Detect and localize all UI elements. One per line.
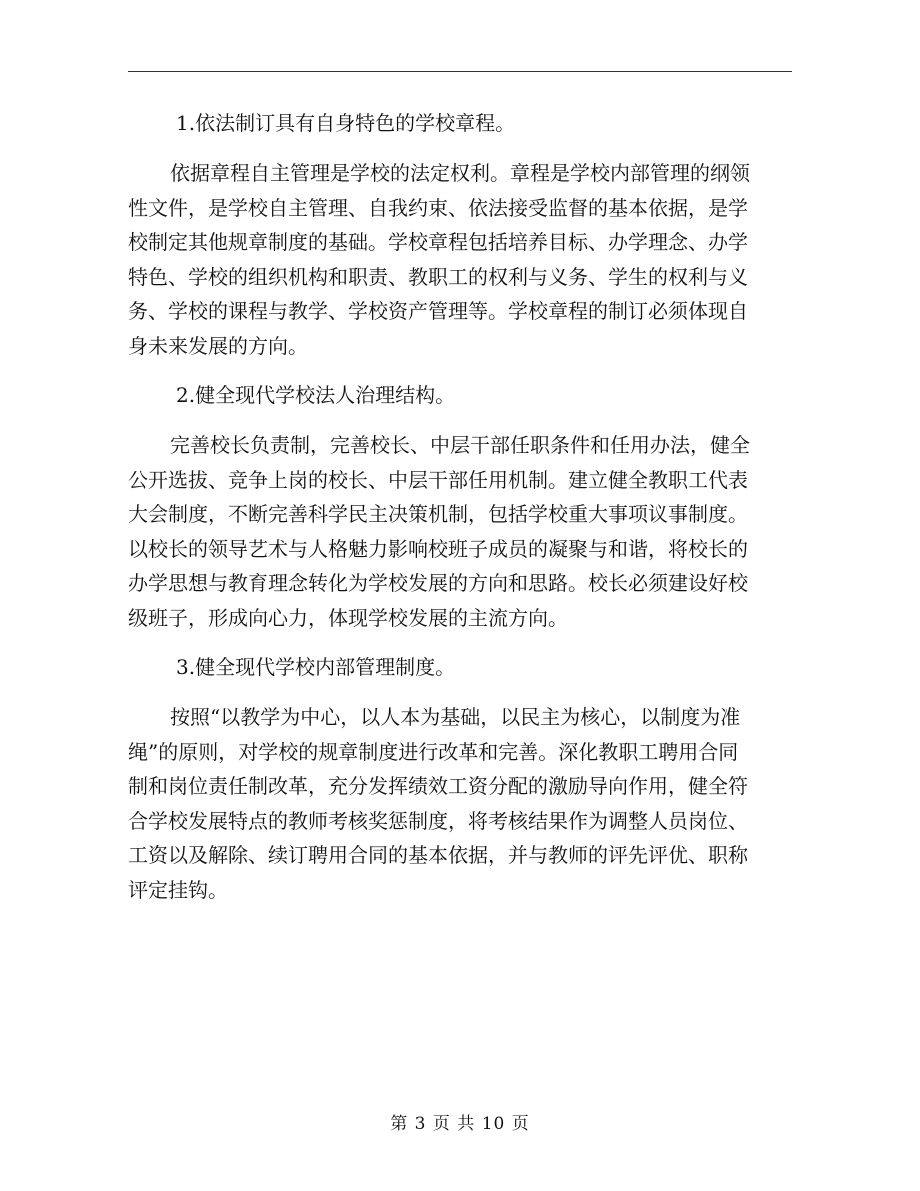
paragraph-line: 务、学校的课程与教学、学校资产管理等。学校章程的制订必须体现自 xyxy=(128,299,748,323)
page-number-footer: 第 3 页 共 10 页 xyxy=(390,1114,530,1134)
paragraph-line: 评定挂钩。 xyxy=(128,877,228,902)
paragraph-line: 性文件，是学校自主管理、自我约束、依法接受监督的基本依据，是学 xyxy=(128,195,748,220)
paragraph-line: 办学思想与教育理念转化为学校发展的方向和思路。校长必须建设好校 xyxy=(128,571,748,595)
document-body xyxy=(128,100,792,916)
section-paragraph-2 xyxy=(128,428,792,635)
paragraph-line: 以校长的领导艺术与人格魅力影响校班子成员的凝聚与和谐，将校长的 xyxy=(128,536,748,561)
paragraph-line: 工资以及解除、续订聘用合同的基本依据，并与教师的评先评优、职称 xyxy=(128,843,748,867)
section-heading-1: 1.依法制订具有自身特色的学校章程。 xyxy=(176,111,516,135)
paragraph-line: 大会制度，不断完善科学民主决策机制，包括学校重大事项议事制度。 xyxy=(128,502,748,526)
section-paragraph-1 xyxy=(128,156,792,363)
paragraph-line: 合学校发展特点的教师考核奖惩制度，将考核结果作为调整人员岗位、 xyxy=(128,808,748,833)
paragraph-line: 制和岗位责任制改革，充分发挥绩效工资分配的激励导向作用，健全符 xyxy=(128,774,748,798)
paragraph-line: 公开选拔、竞争上岗的校长、中层干部任用机制。建立健全教职工代表 xyxy=(128,467,748,492)
paragraph-line: 特色、学校的组织机构和职责、教职工的权利与义务、学生的权利与义 xyxy=(128,264,748,289)
paragraph-line: 身未来发展的方向。 xyxy=(128,333,308,358)
paragraph-line: 绳”的原则，对学校的规章制度进行改革和完善。深化教职工聘用合同 xyxy=(128,739,739,764)
header-rule xyxy=(128,71,792,72)
paragraph-line: 级班子，形成向心力，体现学校发展的主流方向。 xyxy=(128,605,568,630)
paragraph-line: 依据章程自主管理是学校的法定权利。章程是学校内部管理的纲领 xyxy=(170,161,750,185)
section-paragraph-3 xyxy=(128,700,792,907)
section-heading-3: 3.健全现代学校内部管理制度。 xyxy=(176,655,456,679)
paragraph-line: 完善校长负责制，完善校长、中层干部任职条件和任用办法，健全 xyxy=(170,433,750,457)
paragraph-line: 校制定其他规章制度的基础。学校章程包括培养目标、办学理念、办学 xyxy=(128,230,748,254)
paragraph-line: 按照“以教学为中心，以人本为基础，以民主为核心，以制度为准 xyxy=(170,705,741,729)
section-heading-2: 2.健全现代学校法人治理结构。 xyxy=(176,383,456,407)
